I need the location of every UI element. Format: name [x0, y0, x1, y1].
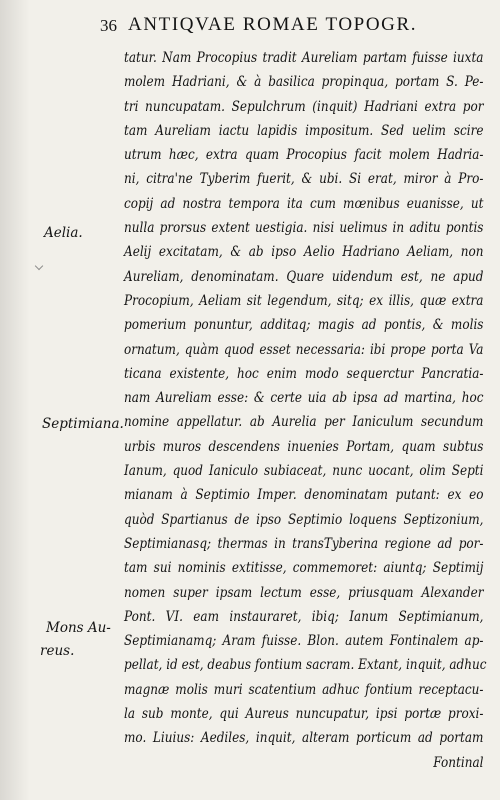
- text-line: la sub monte, qui Aureus nuncupatur, ipsi portæ proxi-: [124, 706, 484, 723]
- marginal-note-mons-aureus-line-2: reus.: [40, 643, 75, 659]
- marginal-note-aelia: Aelia.: [44, 225, 83, 241]
- text-line: molem Hadriani, & à basilica propinqua, portam S. Pe-: [124, 74, 484, 91]
- margin-mark-icon: [35, 262, 43, 270]
- text-line: mianam à Septimio Imper. denominatam putant: ex eo: [124, 487, 484, 504]
- text-line: urbis muros descendens inuenies Portam, quam subtus: [124, 438, 484, 455]
- text-line: tam Aureliam iactu lapidis impositum. Sed uelim scire: [124, 122, 484, 139]
- catchword: Fontinal: [433, 754, 484, 771]
- text-line: Aureliam, denominatam. Quare uidendum est, ne apud: [124, 268, 484, 285]
- text-line: copij ad nostra tempora ita cum mœnibus euanisse, ut: [124, 195, 484, 212]
- text-line: nomen super ipsam lectum esse, priusquam Alexander: [124, 584, 484, 601]
- text-line: utrum hæc, extra quam Procopius facit molem Hadria-: [124, 147, 484, 164]
- body-text: [124, 46, 487, 775]
- marginal-note-mons-aureus-line-1: Mons Au-: [46, 620, 111, 636]
- text-line: nam Aureliam esse: & certe uia ab ipsa ad martina, hoc: [124, 390, 484, 407]
- text-line: ni, citra'ne Tyberim fuerit, & ubi. Si erat, miror à Pro-: [124, 171, 484, 188]
- text-line: Aelij excitatam, & ab ipso Aelio Hadriano Aeliam, non: [124, 244, 484, 261]
- text-line: quòd Spartianus de ipso Septimio loquens Septizonium,: [124, 511, 484, 528]
- text-line: ornatum, quàm quod esset necessaria: ibi prope porta Va: [124, 341, 484, 358]
- text-line: Ianum, quod Ianiculo subiaceat, nunc uocant, olim Septi: [124, 463, 484, 480]
- marginal-note-septimiana: Septimiana.: [42, 416, 124, 432]
- text-line: pomerium ponuntur, additaq; magis ad pontis, & molis: [124, 317, 484, 334]
- text-line: mo. Liuius: Aediles, inquit, alteram porticum ad portam: [124, 730, 484, 747]
- text-line: nomine appellatur. ab Aurelia per Ianiculum secundum: [124, 414, 484, 431]
- text-line: nulla prorsus extent uestigia. nisi uelimus in aditu pontis: [124, 220, 484, 237]
- text-line: Septimianasq; thermas in transTyberina regione ad por-: [124, 535, 484, 552]
- text-line: Septimianamq; Aram fuisse. Blon. autem Fontinalem ap-: [124, 633, 484, 650]
- page-number: 36: [100, 16, 117, 35]
- text-line: tam sui nominis extitisse, commemoret: aiuntq; Septimij: [124, 560, 484, 577]
- text-line: pellat, id est, deabus fontium sacram. Extant, inquit, adhuc: [124, 657, 487, 674]
- text-line: Procopium, Aeliam sit legendum, sitq; ex illis, quæ extra: [124, 292, 484, 309]
- text-line: tri nuncupatam. Sepulchrum (inquit) Hadriani extra por: [124, 98, 484, 115]
- text-line: tatur. Nam Procopius tradit Aureliam partam fuisse iuxta: [124, 50, 484, 66]
- text-line: Pont. VI. eam instauraret, ibiq; Ianum Septimianum,: [124, 608, 484, 625]
- text-line: ticana existente, hoc enim modo sequerctur Pancratia-: [124, 365, 484, 382]
- text-line: magnæ molis muri scatentium adhuc fontium receptacu-: [124, 681, 484, 698]
- running-title: ANTIQVAE ROMAE TOPOGR.: [128, 14, 418, 35]
